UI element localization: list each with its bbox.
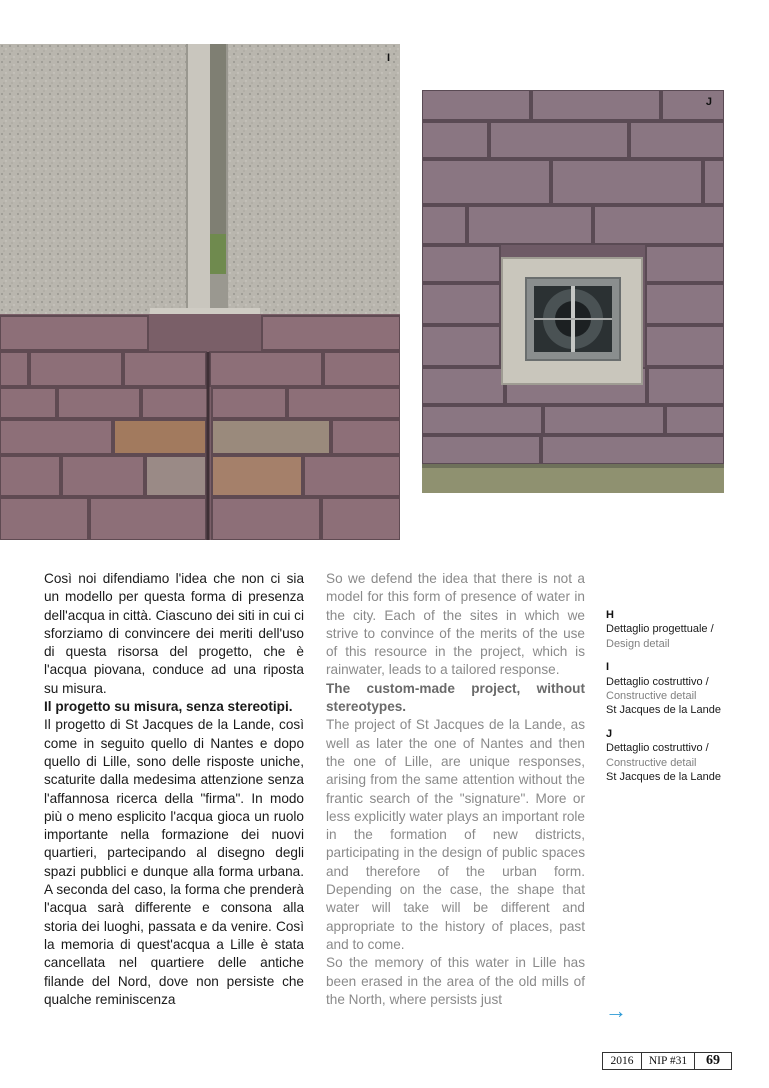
page-number: 69 — [695, 1052, 732, 1070]
photo-j-label: J — [705, 96, 712, 108]
caption-h — [606, 608, 746, 651]
photo-j-image — [422, 90, 724, 493]
italian-column — [44, 570, 304, 1009]
caption-letter: J — [606, 727, 613, 740]
photo-i — [0, 44, 400, 540]
caption-letter: H — [606, 609, 614, 621]
footer-year: 2016 — [602, 1052, 642, 1070]
caption-j — [606, 727, 746, 785]
photo-i-image — [0, 44, 400, 540]
italian-paragraph-2: Il progetto di St Jacques de la Lande, così come in seguito quello di Nantes e dopo quello di Lille, sono delle risposte uniche, scaturite dalla medesima attenzione senza l'affannosa ricerca della "firma". In modo più o meno esplicito l'acqua gioca un ruolo importante nella formazione dei nuovi quartieri, partecipando al disegno degli spazi pubblici e dunque alla forma urbana. A seconda del caso, la forma che prenderà l'acqua sarà differente e consona alla storia dei luoghi, passata e da venire. Così la memoria di quest'acqua a Lille è stata cancellata nel quartiere delle antiche filande del Nord, dove non persiste che qualche reminiscenza — [44, 717, 304, 1007]
english-heading: The custom-made project, without stereotypes. — [326, 680, 585, 715]
caption-italian: Dettaglio progettuale / — [606, 623, 714, 636]
italian-paragraph-1: Così noi difendiamo l'idea che non ci sia un modello per questa forma di presenza dell'acqua in città. Ciascuno dei siti in cui ci sforziamo di convincere dei meriti dell'uso di questa risorsa del progetto, che è l'acqua piovana, conduce ad una riposta su misura. — [44, 571, 304, 696]
photo-i-label: I — [386, 52, 390, 64]
page-footer — [602, 1052, 732, 1070]
caption-letter: I — [606, 661, 610, 674]
footer-issue: NIP #31 — [642, 1052, 695, 1070]
italian-heading: Il progetto su misura, senza stereotipi. — [44, 699, 293, 715]
caption-i — [606, 660, 746, 718]
continue-arrow-icon: → — [605, 998, 627, 1023]
photo-j — [422, 90, 724, 493]
english-paragraph-1: So we defend the idea that there is not a model for this form of presence of water in the city. Each of the sites in which we strive to convince of the merits of the use of this resource in the project, which is rainwater, leads to a tailored response. — [326, 571, 585, 678]
english-paragraph-3: So the memory of this water in Lille has been erased in the area of the old mills of the North, where persists just — [326, 955, 585, 1007]
caption-english: Constructive detail — [606, 690, 697, 703]
caption-italian: Dettaglio costruttivo / — [606, 675, 709, 688]
english-paragraph-2: The project of St Jacques de la Lande, as well as later the one of Nantes and then the one of Lille, are unique responses, arising from the same attention without the frantic search of the "signature". More or less explicitly water plays an important role in the formation of new districts, participating in the design of public spaces and therefore of the urban form. Depending on the case, the shape that water will take will be different and appropriate to the history of places, past and to come. — [326, 717, 585, 952]
caption-place: St Jacques de la Lande — [606, 704, 721, 717]
caption-place: St Jacques de la Lande — [606, 771, 721, 784]
caption-italian: Dettaglio costruttivo / — [606, 742, 709, 755]
caption-english: Constructive detail — [606, 756, 697, 769]
english-column — [326, 570, 585, 1009]
caption-english: Design detail — [606, 637, 670, 650]
captions — [606, 608, 746, 793]
